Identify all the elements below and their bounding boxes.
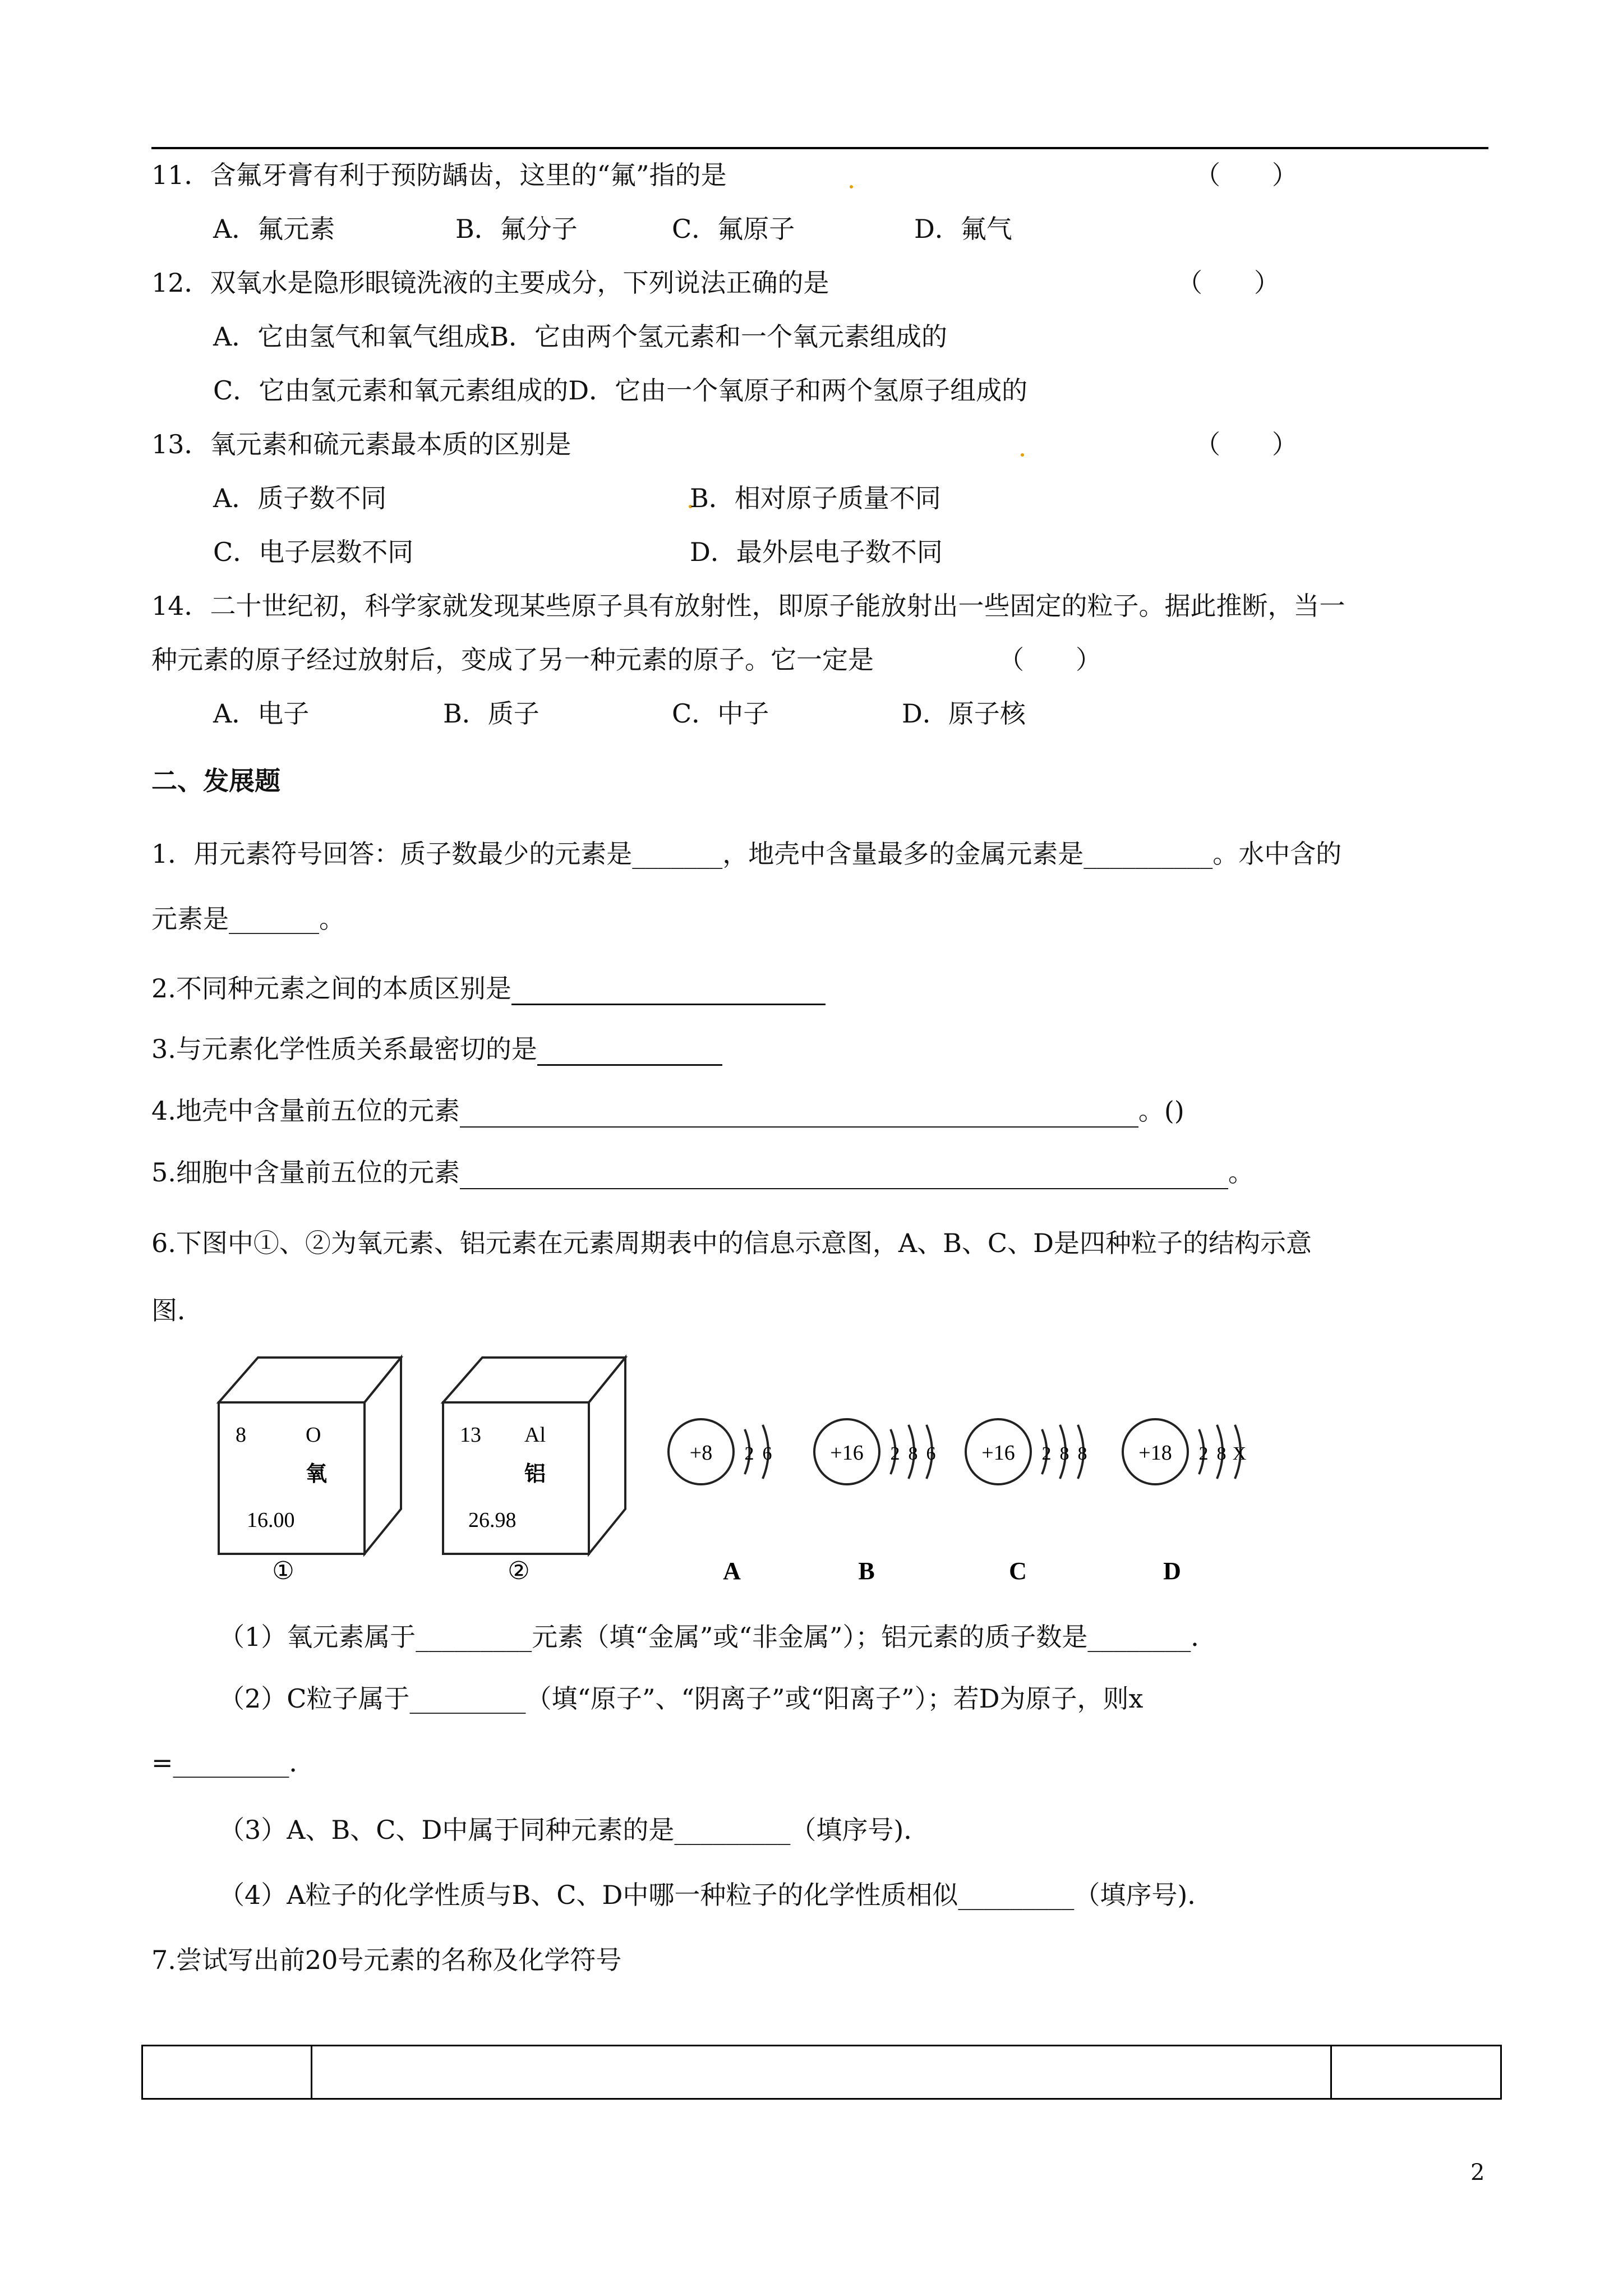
q14-option-d: D．原子核	[902, 698, 1026, 729]
aluminium-name: 铝	[524, 1462, 546, 1486]
q13-option-a: A．质子数不同	[213, 483, 387, 513]
dev-q2	[151, 972, 826, 1005]
q14-option-a: A．电子	[213, 698, 310, 729]
oxygen-number: 8	[236, 1423, 246, 1447]
dev-q4	[151, 1094, 1184, 1128]
particle-a-shell-1: 2	[744, 1443, 754, 1464]
q11-option-b: B．氟分子	[455, 214, 578, 244]
answer-blank[interactable]	[460, 1161, 1228, 1189]
aluminium-symbol: Al	[524, 1423, 546, 1447]
q12-options-line1: A．它由氢气和氧气组成B．它由两个氢元素和一个氧元素组成的	[213, 321, 948, 352]
dev-q6-line1: 6.下图中①、②为氧元素、铝元素在元素周期表中的信息示意图，A、B、C、D是四种粒子的结构示意	[151, 1228, 1312, 1258]
q11-option-a: A．氟元素	[213, 214, 335, 244]
q14-option-b: B．质子	[443, 698, 540, 729]
particle-c-shell-2: 8	[1059, 1443, 1069, 1464]
label-a: A	[723, 1557, 741, 1585]
q13-option-d: D．最外层电子数不同	[690, 537, 943, 567]
aluminium-number: 13	[460, 1423, 481, 1447]
element-figure	[208, 1346, 1307, 1599]
oxygen-symbol: O	[306, 1423, 321, 1447]
particle-c-shell-1: 2	[1041, 1443, 1052, 1464]
q11-stem: 11．含氟牙膏有利于预防龋齿，这里的“氟”指的是	[151, 160, 727, 190]
page-number: 2	[1470, 2160, 1485, 2185]
particle-a-shell-2: 6	[762, 1443, 772, 1464]
q12-answer-paren: （ ）	[1177, 268, 1280, 298]
q14-answer-paren: （ ）	[998, 645, 1101, 675]
q13-option-c: C．电子层数不同	[213, 537, 414, 567]
q13-answer-paren: （ ）	[1195, 429, 1298, 459]
aluminium-mass: 26.98	[468, 1508, 517, 1532]
q13-option-b: B．相对原子质量不同	[690, 483, 941, 513]
particle-b-shell-1: 2	[890, 1443, 900, 1464]
label-b: B	[858, 1557, 875, 1585]
label-2: ②	[508, 1557, 530, 1585]
table-divider	[311, 2045, 312, 2100]
particle-a-nucleus: +8	[689, 1441, 713, 1465]
q14-option-c: C．中子	[672, 698, 769, 729]
oxygen-cube	[219, 1358, 401, 1554]
particle-c-shell-3: 8	[1077, 1443, 1087, 1464]
dev-q1-line1: 1．用元素符号回答：质子数最少的元素是_______，地壳中含量最多的金属元素是__________。水中含的	[151, 839, 1342, 869]
q12-stem: 12．双氧水是隐形眼镜洗液的主要成分，下列说法正确的是	[151, 268, 829, 298]
q11-answer-paren: （ ）	[1195, 160, 1298, 190]
dev-q6-sub3: （3）A、B、C、D中属于同种元素的是_________（填序号)．	[219, 1815, 930, 1845]
answer-blank[interactable]	[511, 977, 826, 1005]
particle-d-shell-1: 2	[1198, 1443, 1209, 1464]
q13-stem: 13．氧元素和硫元素最本质的区别是	[151, 429, 571, 459]
q11-option-d: D．氟气	[914, 214, 1012, 244]
q11-option-c: C．氟原子	[672, 214, 795, 244]
answer-blank[interactable]	[537, 1037, 722, 1066]
dev-q5-end: 。	[1228, 1157, 1254, 1188]
label-d: D	[1163, 1557, 1181, 1585]
dev-q1-line2: 元素是_______。	[151, 904, 345, 934]
dev-q5	[151, 1156, 1254, 1189]
scan-dot	[1021, 453, 1024, 457]
dev-q2-text: 2.不同种元素之间的本质区别是	[151, 973, 511, 1004]
oxygen-name: 氧	[306, 1462, 328, 1486]
particle-b-shell-3: 6	[926, 1443, 936, 1464]
dev-q6-sub2-line1: （2）C粒子属于_________（填“原子”、“阴离子”或“阳离子”）；若D为原子，则x	[219, 1683, 1144, 1714]
scan-dot	[850, 185, 853, 188]
particle-d-shell-2: 8	[1216, 1443, 1227, 1464]
dev-q7: 7.尝试写出前20号元素的名称及化学符号	[151, 1945, 622, 1975]
q14-stem-line2: 种元素的原子经过放射后，变成了另一种元素的原子。它一定是	[151, 645, 874, 675]
dev-q6-sub2-line2: =_________．	[151, 1747, 315, 1778]
section-title: 二、发展题	[151, 766, 280, 796]
label-c: C	[1009, 1557, 1027, 1585]
dev-q4-text: 4.地壳中含量前五位的元素	[151, 1096, 460, 1126]
q12-options-line2: C．它由氢元素和氧元素组成的D．它由一个氧原子和两个氢原子组成的	[213, 375, 1028, 406]
particle-c-nucleus: +16	[981, 1441, 1015, 1465]
dev-q6-sub4: （4）A粒子的化学性质与B、C、D中哪一种粒子的化学性质相似_________（填序号)．	[219, 1880, 1214, 1910]
dev-q6-line2: 图．	[151, 1295, 203, 1326]
q14-stem-line1: 14．二十世纪初，科学家就发现某些原子具有放射性，即原子能放射出一些固定的粒子。据此推断，当一	[151, 591, 1345, 621]
particle-d-shell-3: X	[1232, 1443, 1247, 1464]
header-rule	[151, 147, 1488, 149]
particle-b-nucleus: +16	[830, 1441, 864, 1465]
label-1: ①	[272, 1557, 294, 1585]
particle-d-nucleus: +18	[1138, 1441, 1172, 1465]
particle-b-shell-2: 8	[908, 1443, 918, 1464]
dev-q5-text: 5.细胞中含量前五位的元素	[151, 1157, 460, 1188]
dev-q3	[151, 1032, 722, 1066]
dev-q4-end: 。()	[1138, 1096, 1184, 1126]
answer-table	[141, 2045, 1502, 2100]
answer-blank[interactable]	[460, 1099, 1138, 1128]
oxygen-mass: 16.00	[247, 1508, 295, 1532]
dev-q3-text: 3.与元素化学性质关系最密切的是	[151, 1034, 537, 1064]
table-divider	[1330, 2045, 1332, 2100]
dev-q6-sub1: （1）氧元素属于_________元素（填“金属”或“非金属”）；铝元素的质子数是________．	[219, 1622, 1217, 1652]
